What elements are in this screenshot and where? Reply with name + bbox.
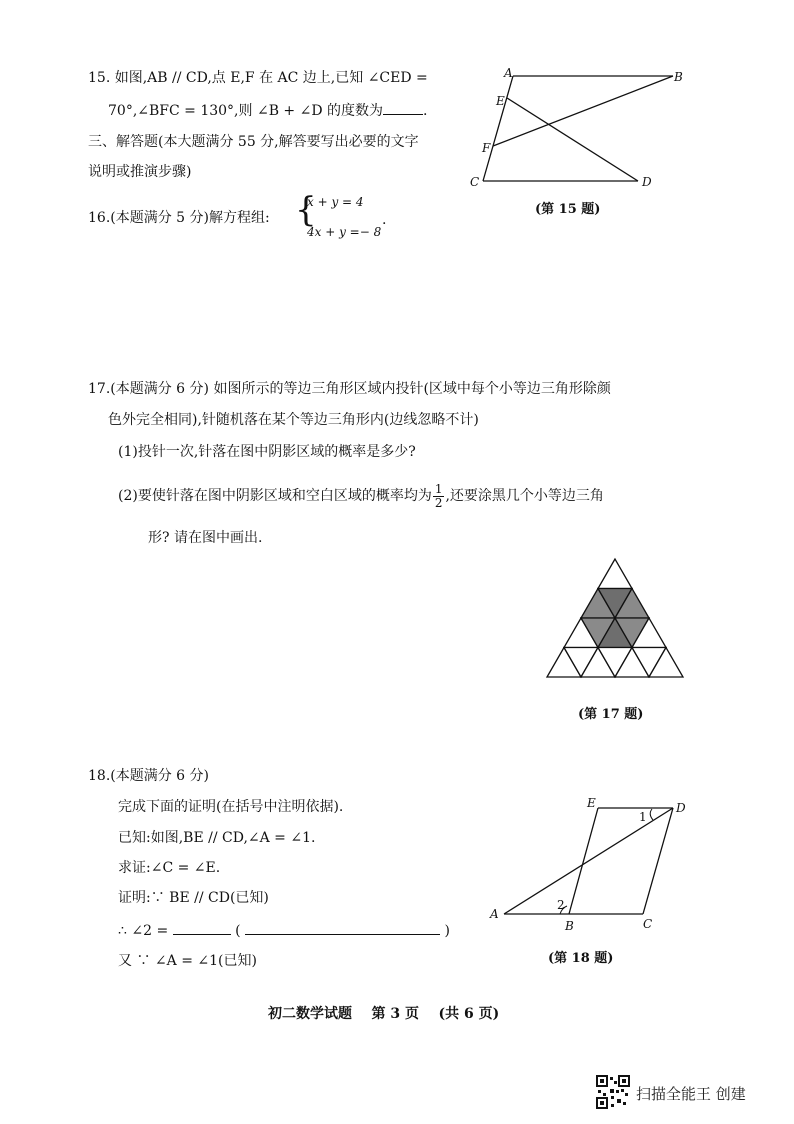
q17-frac-den: 2: [434, 495, 443, 510]
q15-segment-ed: [507, 98, 638, 181]
q18-figure: [480, 790, 700, 940]
q15-point-f: F: [482, 141, 491, 155]
q18-prove: 求证:∠C = ∠E.: [118, 860, 221, 876]
q15-line2b: .: [423, 103, 428, 119]
q18-point-e: E: [587, 796, 596, 810]
q18-given: 已知:如图,BE // CD,∠A = ∠1.: [118, 830, 316, 846]
q16-prefix: 16.(本题满分 5 分)解方程组:: [88, 210, 270, 226]
q18-instruction: 完成下面的证明(在括号中注明依据).: [118, 799, 344, 815]
q18-proof2c: ): [444, 923, 450, 939]
q17-triangle-grid: [547, 559, 683, 677]
q15-line2: [108, 100, 427, 121]
q18-segment-eb: [569, 808, 598, 914]
q15-point-d: D: [642, 175, 652, 189]
q17-part1: (1)投针一次,针落在图中阴影区域的概率是多少?: [118, 444, 416, 460]
page-footer: 初二数学试题 第 3 页 (共 6 页): [268, 1006, 500, 1022]
q16-brace: {: [295, 190, 317, 230]
q15-segment-ac: [483, 76, 513, 181]
q17-fraction: [433, 483, 445, 510]
q15-figure: [460, 62, 690, 192]
q18-proof2: [118, 920, 450, 941]
q18-angle1-label: 1: [639, 810, 647, 824]
watermark-text: 扫描全能王 创建: [636, 1085, 746, 1103]
section3-line1: 三、解答题(本大题满分 55 分,解答要写出必要的文字: [88, 134, 419, 150]
q17-part2b: ,还要涂黑几个小等边三角: [445, 488, 604, 504]
q17-part2a: (2)要使针落在图中阴影区域和空白区域的概率均为: [118, 488, 432, 504]
q17-part2: [118, 482, 604, 510]
q18-angle-blank[interactable]: [173, 920, 231, 935]
q18-proof2b: (: [235, 923, 241, 939]
q17-line1: 17.(本题满分 6 分) 如图所示的等边三角形区域内投针(区域中每个小等边三角形除颜: [88, 381, 611, 397]
q15-point-b: B: [674, 70, 683, 84]
q17-caption: (第 17 题): [578, 707, 644, 722]
q15-caption: (第 15 题): [535, 202, 601, 217]
qr-code-icon: [596, 1075, 630, 1109]
q18-angle2-label: 2: [557, 898, 565, 912]
q18-reason-blank[interactable]: [245, 920, 440, 935]
q15-point-e: E: [496, 94, 505, 108]
q18-point-a: A: [490, 907, 499, 921]
q16-eq2: 4x + y =− 8: [307, 225, 382, 239]
section3-line2: 说明或推演步骤): [88, 164, 192, 180]
q15-line1: 15. 如图,AB // CD,点 E,F 在 AC 边上,已知 ∠CED =: [88, 70, 428, 86]
q15-segment-fb: [493, 76, 673, 146]
q16-suffix: .: [382, 212, 387, 228]
q17-line2: 色外完全相同),针随机落在某个等边三角形内(边线忽略不计): [108, 412, 479, 428]
blank-triangle[interactable]: [598, 559, 632, 589]
q18-title: 18.(本题满分 6 分): [88, 768, 209, 784]
q15-answer-blank[interactable]: [383, 100, 423, 115]
q16-eq1: x + y = 4: [307, 195, 364, 209]
q18-proof1: 证明:∵ BE // CD(已知): [118, 890, 269, 906]
q15-point-a: A: [504, 66, 513, 80]
q18-angle1-arc: [650, 809, 653, 820]
q17-part2c: 形? 请在图中画出.: [148, 530, 263, 546]
q18-point-c: C: [643, 917, 653, 931]
q18-proof2a: ∴ ∠2 =: [118, 923, 169, 939]
q18-proof3: 又 ∵ ∠A = ∠1(已知): [118, 953, 257, 969]
q18-point-b: B: [565, 919, 574, 933]
q17-frac-num: 1: [434, 481, 443, 496]
q17-figure[interactable]: [540, 555, 690, 685]
q18-caption: (第 18 题): [548, 951, 614, 966]
q15-point-c: C: [470, 175, 480, 189]
q15-line2a: 70°,∠BFC = 130°,则 ∠B + ∠D 的度数为: [108, 103, 384, 119]
q18-point-d: D: [676, 801, 686, 815]
